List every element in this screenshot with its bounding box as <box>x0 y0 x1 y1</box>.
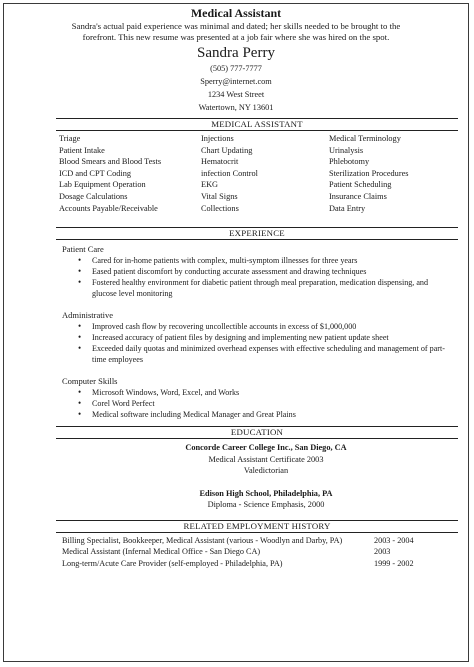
resume-title: Medical Assistant <box>190 6 282 20</box>
employment-role: Long-term/Acute Care Provider (self-employed - Philadelphia, PA) <box>62 558 283 568</box>
skill-item: Insurance Claims <box>329 191 387 201</box>
skills-column-2 <box>201 133 258 214</box>
skills-column-3 <box>329 133 409 214</box>
experience-group-title: Patient Care <box>62 244 104 254</box>
skill-item: Sterilization Procedures <box>329 168 409 178</box>
skill-item: Hematocrit <box>201 157 239 167</box>
experience-list <box>4 255 468 299</box>
employment-row <box>62 547 468 559</box>
education-heading: EDUCATION <box>56 426 458 439</box>
employment-row <box>62 536 468 548</box>
skill-item: Vital Signs <box>201 191 238 201</box>
skill-item: Blood Smears and Blood Tests <box>59 157 162 167</box>
skill-item: Lab Equipment Operation <box>59 180 146 190</box>
skill-item: Patient Scheduling <box>329 180 392 190</box>
list-item: • Corel Word Perfect <box>92 398 468 409</box>
skill-item: Chart Updating <box>201 145 253 155</box>
skills-column-1 <box>59 133 161 214</box>
list-item: • Increased accuracy of patient files by designing and implementing new patient update sheet <box>92 332 468 343</box>
school-honor: Valedictorian <box>243 466 289 475</box>
city-address: Watertown, NY 13601 <box>198 103 274 112</box>
skill-item: Data Entry <box>329 203 366 213</box>
list-item: • Eased patient discomfort by conducting accurate assessment and drawing techniques <box>92 266 468 277</box>
employment-years: 1999 - 2002 <box>374 558 414 568</box>
skill-item: Phlebotomy <box>329 157 370 167</box>
resume-page <box>3 3 469 662</box>
skill-item: Accounts Payable/Receivable <box>59 203 158 213</box>
skill-item: Medical Terminology <box>329 134 401 143</box>
skill-item: ICD and CPT Coding <box>59 168 131 178</box>
school-credential: Diploma - Science Emphasis, 2000 <box>207 500 325 509</box>
intro-line-2: forefront. This new resume was presented at a job fair where she was hired on the spot. <box>82 32 390 42</box>
employment-years: 2003 - 2004 <box>374 535 414 545</box>
candidate-name: Sandra Perry <box>197 45 275 61</box>
experience-group-title: Computer Skills <box>62 376 118 386</box>
skill-item: Patient Intake <box>59 145 105 155</box>
experience-heading: EXPERIENCE <box>56 227 458 240</box>
skill-item: infection Control <box>201 168 258 178</box>
phone-number: (505) 777-7777 <box>210 64 262 73</box>
list-item: • Fostered healthy environment for diabetic patient through meal preparation, medication dispensing, and glucose level monitoring <box>92 277 468 299</box>
contact-block <box>4 62 468 114</box>
skill-item: Urinalysis <box>329 145 364 155</box>
school-credential: Medical Assistant Certificate 2003 <box>208 454 324 464</box>
skills-heading: MEDICAL ASSISTANT <box>56 118 458 131</box>
street-address: 1234 West Street <box>207 90 265 99</box>
skills-grid <box>59 131 468 227</box>
employment-role: Medical Assistant (Infernal Medical Office - San Diego CA) <box>62 547 261 556</box>
list-item: • Improved cash flow by recovering uncollectible accounts in excess of $1,000,000 <box>92 321 468 332</box>
intro-note <box>44 21 428 43</box>
school-name: Edison High School, Philadelphia, PA <box>199 488 333 498</box>
email-address: Sperry@internet.com <box>200 77 272 86</box>
employment-row <box>62 559 468 571</box>
experience-list <box>4 321 468 365</box>
experience-list <box>4 387 468 420</box>
skill-item: Dosage Calculations <box>59 191 128 201</box>
skill-item: Injections <box>201 134 234 143</box>
experience-group-title: Administrative <box>62 310 113 320</box>
employment-heading: RELATED EMPLOYMENT HISTORY <box>56 520 458 533</box>
list-item: • Medical software including Medical Manager and Great Plains <box>92 409 468 420</box>
skill-item: Collections <box>201 203 239 213</box>
education-block <box>64 442 468 511</box>
intro-line-1: Sandra's actual paid experience was minimal and dated; her skills needed to be brought to the <box>71 21 401 31</box>
school-name: Concorde Career College Inc., San Diego, CA <box>185 443 347 452</box>
employment-role: Billing Specialist, Bookkeeper, Medical Assistant (various - Woodlyn and Darby, PA) <box>62 535 343 545</box>
skill-item: EKG <box>201 180 219 190</box>
skill-item: Triage <box>59 134 81 143</box>
list-item: • Microsoft Windows, Word, Excel, and Works <box>92 387 468 398</box>
list-item: • Exceeded daily quotas and minimized overhead expenses with effective scheduling and management of part-time employees <box>92 343 468 365</box>
employment-list <box>4 536 468 571</box>
list-item: • Cared for in-home patients with complex, multi-symptom illnesses for three years <box>92 255 468 266</box>
employment-years: 2003 <box>374 547 391 556</box>
